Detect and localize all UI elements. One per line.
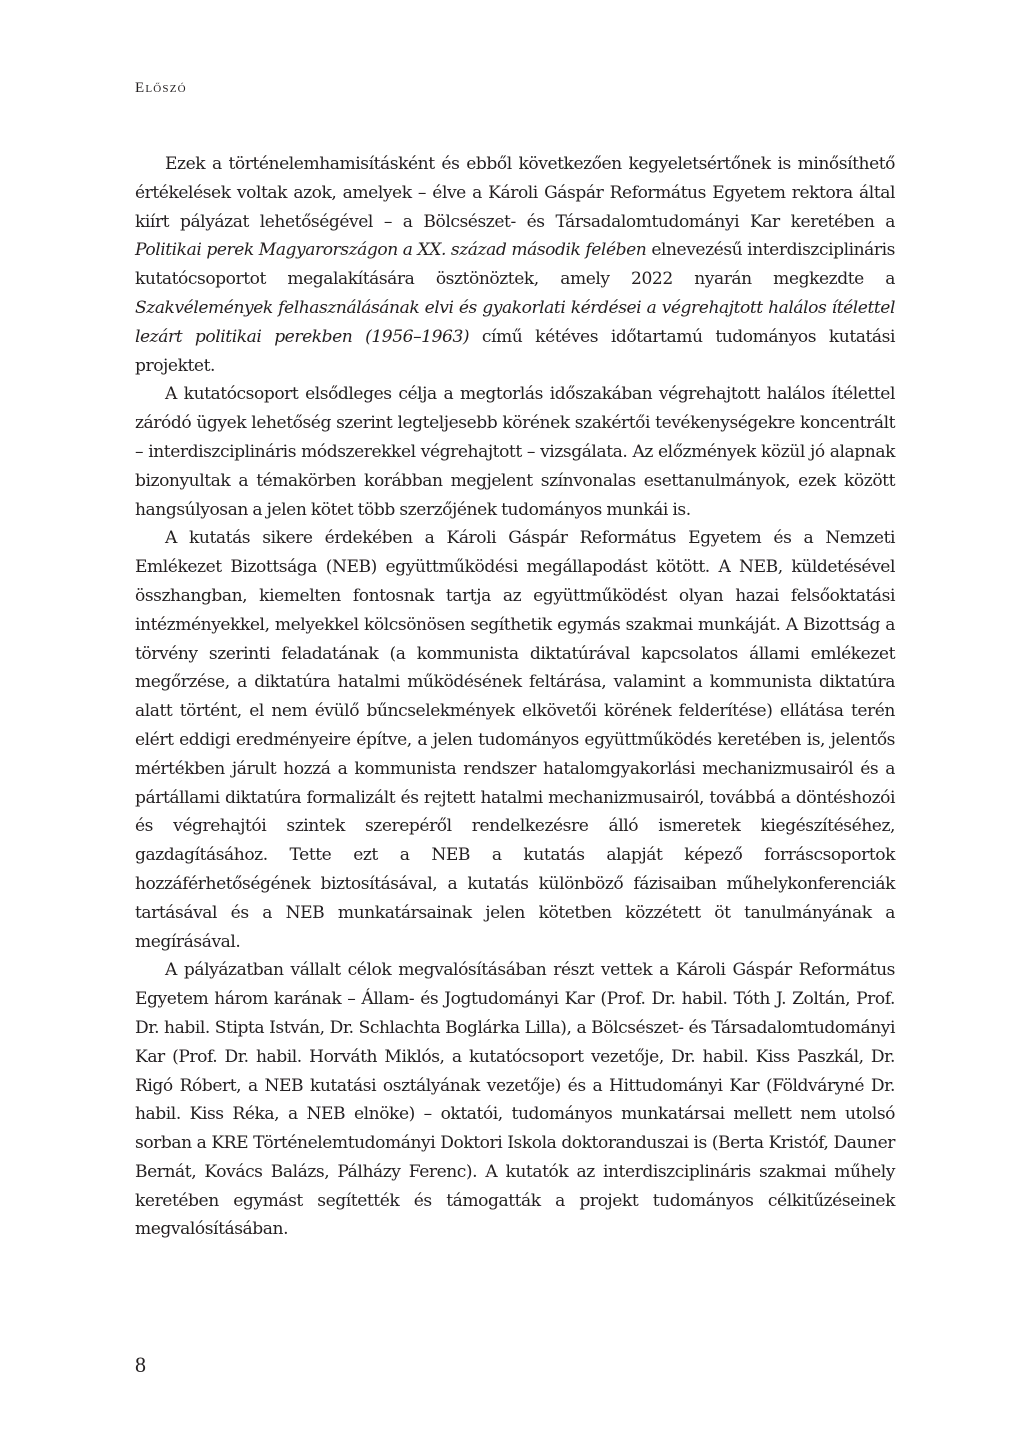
paragraph-1-text-3: című kétéves időtartamú tudományos kutatási projektet. (135, 326, 896, 376)
paragraph-3-text: A kutatás sikere érdekében a Károli Gáspár Református Egyetem és a Nemzeti Emlékezet Bizottsága (NEB) együttműködési megállapodást kötött. A NEB, küldetésével összhangban, kiemelten fontosnak tartja az együttműködést olyan hazai felsőoktatási intézményekkel, melyekkel kölcsönösen segíthetik egymás szakmai munkáját. A Bizottság a törvény szerinti feladatának (a kommunista diktatúrával kapcsolatos állami emlékezet megőrzése, a diktatúra hatalmi működésének feltárása, valamint a kommunista diktatúra alatt történt, el nem évülő bűncselekmények elkövetői körének felderítése) ellátása terén elért eddigi eredményeire építve, a jelen tudományos együttműködés keretében is, jelentős mértékben járult hozzá a kommunista rendszer hatalomgyakorlási mechanizmusairól és a pártállami diktatúra formalizált és rejtett hatalmi mechanizmusairól, továbbá a döntéshozói és végrehajtói szintek szerepéről rendelkezésre álló ismeretek kiegészítéséhez, gazdagításához. Tette ezt a NEB a kutatás alapját képező forráscsoportok hozzáférhetőségének biztosításával, a kutatás különböző fázisaiban műhelykonferenciák tartásával és a NEB munkatársainak jelen kötetben közzétett öt tanulmányának a megírásával. (135, 528, 895, 952)
paragraph-2 (135, 380, 895, 524)
paragraph-1-text-2: elnevezésű interdiszciplináris kutatócsoportot megalakítására ösztönöztek, amely 2022 nyarán megkezdte a (135, 240, 895, 290)
paragraph-4-text: A pályázatban vállalt célok megvalósításában részt vettek a Károli Gáspár Református Egyetem három karának – Állam- és Jogtudományi Kar (Prof. Dr. habil. Tóth J. Zoltán, Prof. Dr. habil. Stipta István, Dr. Schlachta Boglárka Lilla), a Bölcsészet- és Társadalomtudományi Kar (Prof. Dr. habil. Horváth Miklós, a kutatócsoport vezetője, Dr. habil. Kiss Paszkál, Dr. Rigó Róbert, a NEB kutatási osztályának vezetője) és a Hittudományi Kar (Földváryné Dr. habil. Kiss Réka, a NEB elnöke) – oktatói, tudományos munkatársai mellett nem utolsó sorban a KRE Történelemtudományi Doktori Iskola doktoranduszai is (Berta Kristóf, Dauner Bernát, Kovács Balázs, Pálházy Ferenc). A kutatók az interdiszciplináris szakmai műhely keretében egymást segítették és támogatták a projekt tudományos célkitűzéseinek megvalósításában. (135, 960, 895, 1240)
paragraph-3 (135, 524, 895, 956)
body-text (135, 150, 895, 1244)
paragraph-4 (135, 956, 895, 1244)
paragraph-1-italic-title-1: Politikai perek Magyarországon a XX. század második felében (135, 240, 647, 261)
paragraph-1 (135, 150, 895, 380)
paragraph-1-text-1: Ezek a történelemhamisításként és ebből következően kegyeletsértőnek is minősíthető értékelések voltak azok, amelyek – élve a Károli Gáspár Református Egyetem rektora által kiírt pályázat lehetőségével – a Bölcsészet- és Társadalomtudományi Kar keretében a (135, 154, 895, 232)
paragraph-2-text: A kutatócsoport elsődleges célja a megtorlás időszakában végrehajtott halálos ítélettel záródó ügyek lehetőség szerint legteljesebb körének szakértői tevékenységekre koncentrált – interdiszciplináris módszerekkel végrehajtott – vizsgálata. Az előzmények közül jó alapnak bizonyultak a témakörben korábban megjelent színvonalas esettanulmányok, ezek között hangsúlyosan a jelen kötet több szerzőjének tudományos munkái is. (135, 384, 895, 520)
page-number: 8 (135, 1352, 146, 1377)
paragraph-1-italic-title-2: Szakvélemények felhasználásának elvi és gyakorlati kérdései a végrehajtott halálos ítélettel lezárt politikai perekben (1956–1963) (135, 297, 895, 347)
running-head-title: Előszó (135, 80, 187, 96)
